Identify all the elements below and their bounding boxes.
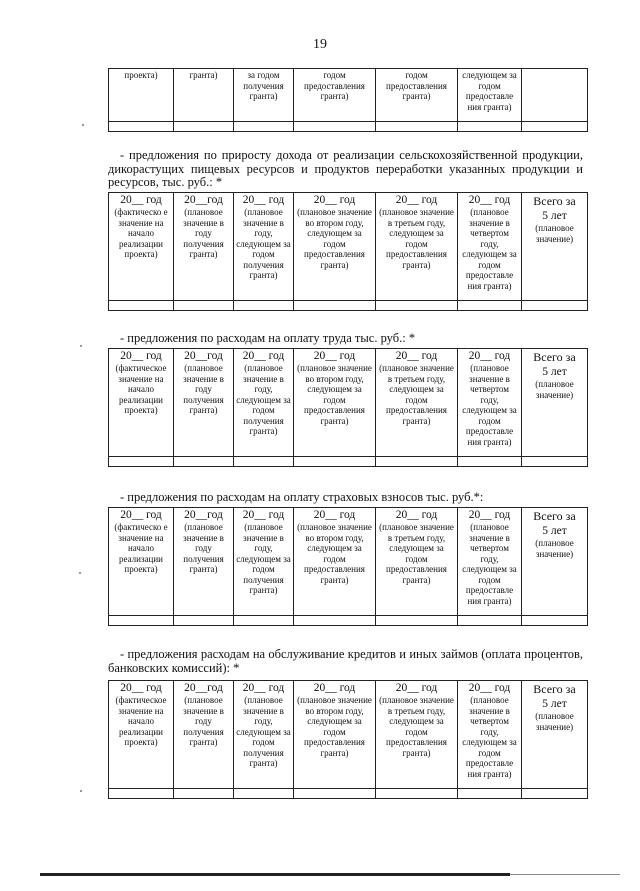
column-header: 20__ год (плановое значение в третьем году, следующем за годом предоставления гранта) xyxy=(376,349,458,457)
table-header-row xyxy=(109,193,588,301)
column-header: 20__ год (плановое значение в четвертом году, следующем за годом предоставле ния гранта) xyxy=(458,508,522,616)
column-header: 20__ год (плановое значение в четвертом году, следующем за годом предоставле ния гранта) xyxy=(458,193,522,301)
column-header: 20__год (плановое значение в году получения гранта) xyxy=(174,508,234,616)
labor-costs-table xyxy=(108,348,588,467)
scan-edge-line xyxy=(510,874,620,875)
section-heading: - предложения по расходам на оплату страховых взносов тыс. руб.*: xyxy=(120,490,484,504)
column-header: 20__ год (плановое значение в третьем году, следующем за годом предоставления гранта) xyxy=(376,508,458,616)
column-header: 20__ год (плановое значение в году, следующем за годом получения гранта) xyxy=(234,349,294,457)
table-row xyxy=(109,122,588,132)
column-header: 20__ год (плановое значение в году, следующем за годом получения гранта) xyxy=(234,508,294,616)
table-cell: годом предоставления гранта) xyxy=(294,69,376,122)
table-cell: годом предоставления гранта) xyxy=(376,69,458,122)
column-header: 20__ год (плановое значение во втором году, следующем за годом предоставления гранта) xyxy=(294,508,376,616)
scan-edge-line xyxy=(40,873,510,876)
scan-speck xyxy=(82,124,84,126)
table-header-row xyxy=(109,681,588,789)
column-header: Всего за 5 лет (плановое значение) xyxy=(522,193,588,301)
column-header: 20__ год (плановое значение во втором году, следующем за годом предоставления гранта) xyxy=(294,193,376,301)
table-cell: за годом получения гранта) xyxy=(234,69,294,122)
section-heading: - предложения по расходам на оплату труда тыс. руб.: * xyxy=(120,331,416,345)
column-header: 20__год (плановое значение в году получения гранта) xyxy=(174,349,234,457)
table-row xyxy=(109,457,588,467)
column-header: 20__ год (плановое значение во втором году, следующем за годом предоставления гранта) xyxy=(294,681,376,789)
column-header: 20__ год (фактическое значение на начало реализации проекта) xyxy=(109,349,174,457)
continued-table xyxy=(108,68,588,132)
table-row xyxy=(109,301,588,311)
column-header: 20__ год (плановое значение в году, следующем за годом получения гранта) xyxy=(234,193,294,301)
table-cell: гранта) xyxy=(174,69,234,122)
scan-speck xyxy=(79,572,81,574)
scan-speck xyxy=(80,790,82,792)
income-table xyxy=(108,192,588,311)
column-header: 20__ год (фактическое значение на начало реализации проекта) xyxy=(109,681,174,789)
section-heading: - предложения по приросту дохода от реализации сельскохозяйственной продукции, дикорастущих пищевых ресурсов и продуктов переработки указанных продукции и ресурсов, тыс. руб.: * xyxy=(108,148,583,189)
table-row xyxy=(109,616,588,626)
table-cell: проекта) xyxy=(109,69,174,122)
table-cell: следующем за годом предоставле ния гранта) xyxy=(458,69,522,122)
table-row xyxy=(109,789,588,799)
page-number: 19 xyxy=(313,37,327,52)
table-header-row xyxy=(109,349,588,457)
table-row xyxy=(109,69,588,122)
column-header: 20__ год (фактическо е значение на начало реализации проекта) xyxy=(109,508,174,616)
column-header: Всего за 5 лет (плановое значение) xyxy=(522,681,588,789)
column-header: 20__ год (фактическо е значение на начало реализации проекта) xyxy=(109,193,174,301)
table-cell xyxy=(522,69,588,122)
column-header: 20__ год (плановое значение в четвертом году, следующем за годом предоставле ния гранта) xyxy=(458,349,522,457)
loan-servicing-table xyxy=(108,680,588,799)
insurance-contributions-table xyxy=(108,507,588,626)
column-header: 20__ год (плановое значение во втором году, следующем за годом предоставления гранта) xyxy=(294,349,376,457)
column-header: 20__ год (плановое значение в третьем году, следующем за годом предоставления гранта) xyxy=(376,193,458,301)
column-header: Всего за 5 лет (плановое значение) xyxy=(522,508,588,616)
section-heading: - предложения расходам на обслуживание кредитов и иных займов (оплата процентов, банковских комиссий): * xyxy=(108,647,583,675)
column-header: 20__ год (плановое значение в третьем году, следующем за годом предоставления гранта) xyxy=(376,681,458,789)
column-header: 20__год (плановое значение в году получения гранта) xyxy=(174,193,234,301)
column-header: 20__ год (плановое значение в четвертом году, следующем за годом предоставле ния гранта) xyxy=(458,681,522,789)
scan-speck xyxy=(80,345,82,347)
column-header: 20__год (плановое значение в году получения гранта) xyxy=(174,681,234,789)
column-header: 20__ год (плановое значение в году, следующем за годом получения гранта) xyxy=(234,681,294,789)
column-header: Всего за 5 лет (плановое значение) xyxy=(522,349,588,457)
table-header-row xyxy=(109,508,588,616)
